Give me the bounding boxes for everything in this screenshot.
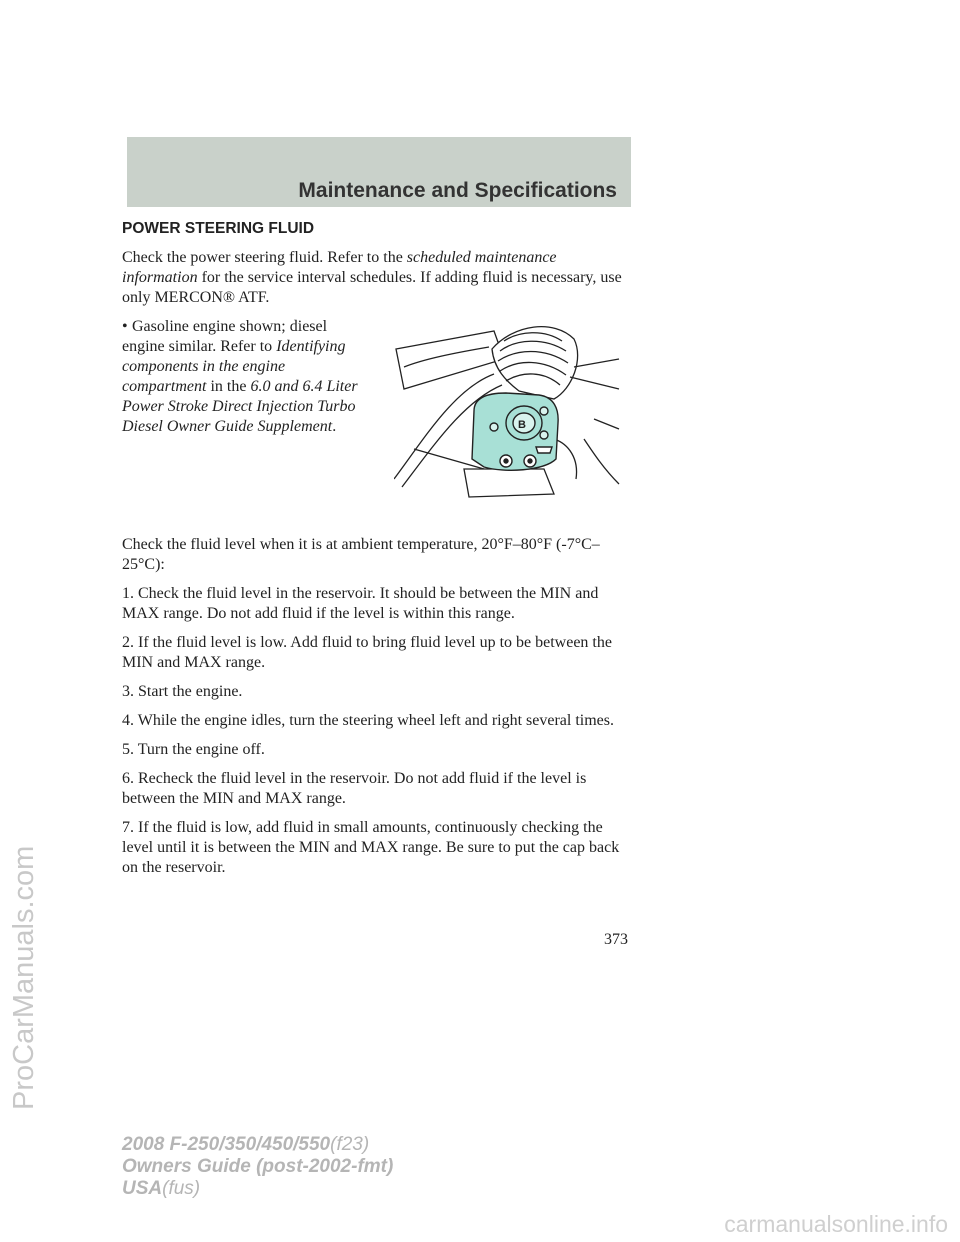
power-steering-reservoir-illustration — [394, 319, 624, 499]
bottom-watermark: carmanualsonline.info — [724, 1211, 948, 1237]
footer-line-guide: Owners Guide (post-2002-fmt) — [122, 1156, 394, 1177]
section-header-title: Maintenance and Specifications — [298, 179, 617, 202]
step-4: 4. While the engine idles, turn the steering wheel left and right several times. — [122, 712, 614, 729]
document-footer — [122, 1134, 393, 1200]
bullet-item: • Gasoline engine shown; diesel engine similar. Refer to Identifying components in the engine compartment in the 6.0 and 6.4 Liter Power Stroke Direct Injection Turbo Diesel Owner Guide Supplement. — [122, 318, 358, 435]
step-6: 6. Recheck the fluid level in the reservoir. Do not add fluid if the level is between the MIN and MAX range. — [122, 770, 587, 807]
engine-compartment-reference: Identifying components in the engine compartment — [122, 338, 346, 395]
ambient-temperature-paragraph: Check the fluid level when it is at ambient temperature, 20°F–80°F (-7°C–25°C): — [122, 536, 600, 573]
page-number: 373 — [604, 931, 628, 948]
step-1: 1. Check the fluid level in the reservoir. It should be between the MIN and MAX range. Do not add fluid if the level is within this range. — [122, 585, 599, 622]
intro-paragraph: Check the power steering fluid. Refer to the scheduled maintenance information for the service interval schedules. If adding fluid is necessary, use only MERCON® ATF. — [122, 249, 622, 306]
step-2: 2. If the fluid level is low. Add fluid to bring fluid level up to be between the MIN and MAX range. — [122, 634, 612, 671]
page-content — [122, 219, 632, 887]
side-watermark: ProCarManuals.com — [8, 845, 40, 1110]
supplement-reference: 6.0 and 6.4 Liter Power Stroke Direct Injection Turbo Diesel Owner Guide Supplement — [122, 378, 358, 435]
footer-line-market: USA(fus) — [122, 1178, 201, 1199]
section-heading: POWER STEERING FLUID — [122, 220, 315, 237]
step-5: 5. Turn the engine off. — [122, 741, 265, 758]
scheduled-maintenance-reference: scheduled maintenance information — [122, 249, 557, 286]
bullet-with-figure — [122, 317, 632, 527]
step-3: 3. Start the engine. — [122, 683, 243, 700]
bullet-icon: • — [122, 318, 128, 335]
svg-text:B: B — [518, 419, 526, 431]
step-7: 7. If the fluid is low, add fluid in small amounts, continuously checking the level until it is between the MIN and MAX range. Be sure to put the cap back on the reservoir. — [122, 819, 620, 876]
section-header-band — [127, 137, 631, 207]
footer-line-model: 2008 F-250/350/450/550(f23) — [122, 1134, 370, 1155]
